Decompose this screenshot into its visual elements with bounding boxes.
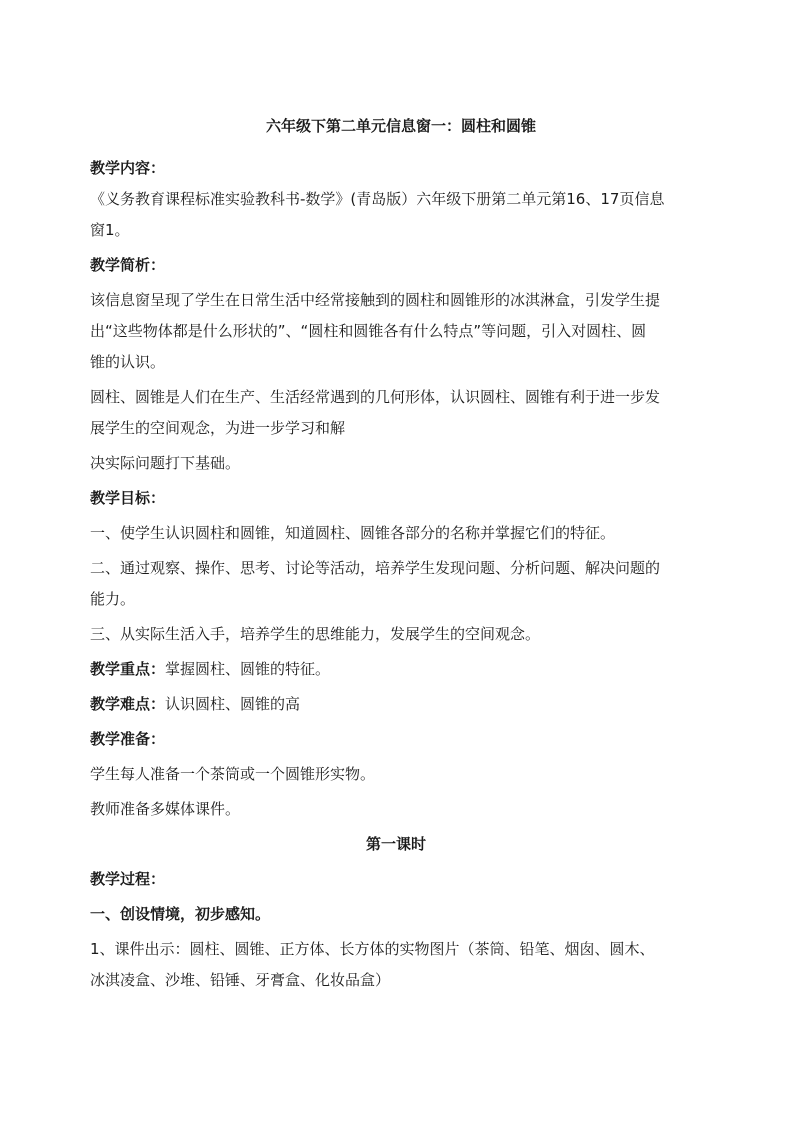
analysis-line: 该信息窗呈现了学生在日常生活中经常接触到的圆柱和圆锥形的冰淇淋盒，引发学生提	[90, 291, 661, 309]
process-heading: 教学过程：	[90, 870, 166, 888]
analysis-line: 决实际问题打下基础。	[90, 454, 241, 472]
prep-line: 学生每人准备一个茶筒或一个圆锥形实物。	[90, 765, 376, 783]
goal-line: 三、从实际生活入手，培养学生的思维能力，发展学生的空间观念。	[90, 625, 541, 643]
difficulty-point	[90, 689, 702, 720]
analysis-heading: 教学简析：	[90, 256, 166, 274]
analysis-line: 锥的认识。	[90, 353, 166, 371]
difficulty-label: 教学难点：	[90, 695, 166, 713]
document-title: 六年级下第二单元信息窗一：圆柱和圆锥	[265, 117, 536, 135]
goal-line: 能力。	[90, 590, 136, 608]
content-text-line: 窗1。	[90, 221, 130, 239]
step1-line: 冰淇凌盒、沙堆、铅锤、牙膏盒、化妆品盒）	[90, 971, 391, 989]
key-point-text: 掌握圆柱、圆锥的特征。	[165, 660, 331, 678]
analysis-line: 出“这些物体都是什么形状的”、“圆柱和圆锥各有什么特点”等问题，引入对圆柱、圆	[90, 322, 647, 340]
step1-heading: 一、创设情境，初步感知。	[90, 905, 271, 923]
content-text-line: 《义务教育课程标准实验教科书-数学》(青岛版）六年级下册第二单元第16、17页信息	[90, 190, 665, 208]
key-point-label: 教学重点：	[90, 660, 166, 678]
goal-line: 二、通过观察、操作、思考、讨论等活动，培养学生发现问题、分析问题、解决问题的	[90, 559, 661, 577]
document-body	[90, 99, 702, 996]
goals-heading: 教学目标：	[90, 489, 166, 507]
prep-heading: 教学准备：	[90, 730, 166, 748]
analysis-line: 圆柱、圆锥是人们在生产、生活经常遇到的几何形体，认识圆柱、圆锥有利于进一步发	[90, 388, 661, 406]
content-heading: 教学内容：	[90, 159, 166, 177]
step1-line: 1、课件出示：圆柱、圆锥、正方体、长方体的实物图片（茶筒、铅笔、烟囱、圆木、	[90, 940, 655, 958]
key-point	[90, 654, 702, 685]
lesson-heading: 第一课时	[365, 835, 426, 853]
analysis-line: 展学生的空间观念，为进一步学习和解	[90, 419, 346, 437]
difficulty-text: 认识圆柱、圆锥的高	[165, 695, 301, 713]
goal-line: 一、使学生认识圆柱和圆锥，知道圆柱、圆锥各部分的名称并掌握它们的特征。	[90, 524, 616, 542]
prep-line: 教师准备多媒体课件。	[90, 800, 241, 818]
